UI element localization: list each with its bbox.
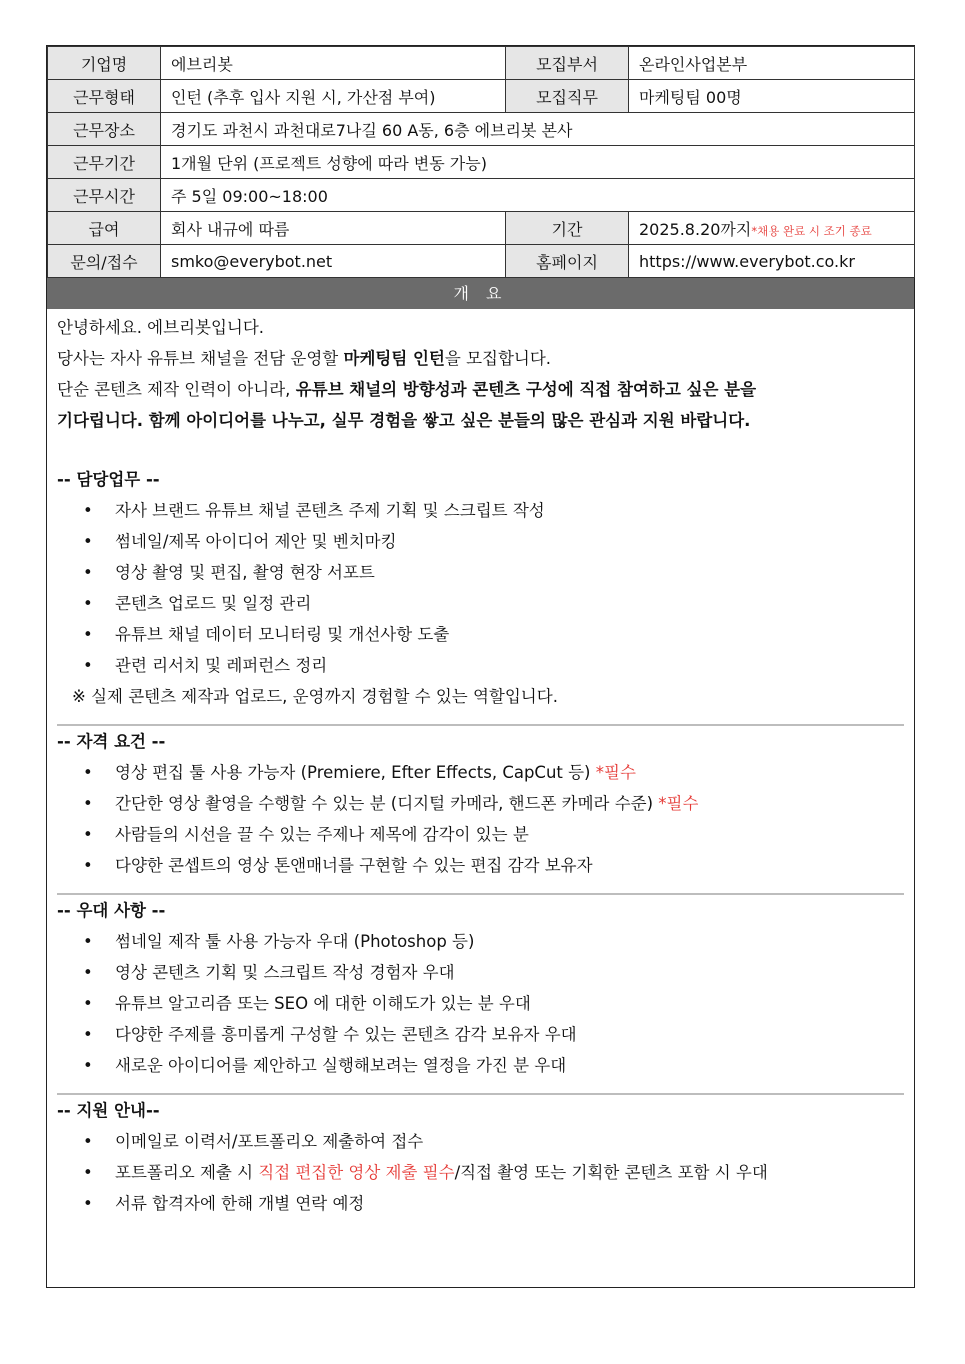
description-text: 단순 콘텐츠 제작 인력이 아니라, — [57, 380, 296, 399]
contact-label: 문의/접수 — [48, 245, 161, 278]
homepage-label: 홈페이지 — [506, 245, 629, 278]
apply-required: 직접 편집한 영상 제출 필수 — [258, 1163, 455, 1182]
required-badge: *필수 — [658, 794, 699, 813]
duties-list — [57, 495, 904, 681]
apply-title: -- 지원 안내-- — [57, 1101, 160, 1120]
salary-value: 회사 내규에 따름 — [161, 212, 506, 245]
required-badge: *필수 — [595, 763, 636, 782]
location-value: 경기도 과천시 과천대로7나길 60 A동, 6층 에브리봇 본사 — [161, 113, 915, 146]
requirement-text: 간단한 영상 촬영을 수행할 수 있는 분 (디지털 카메라, 핸드폰 카메라 수준) — [115, 794, 659, 813]
period-label: 근무기간 — [48, 146, 161, 179]
intro-text: 당사는 자사 유튜브 채널을 전담 운영할 — [57, 349, 344, 368]
list-item: • 썸네일/제목 아이디어 제안 및 벤치마킹 — [57, 526, 904, 557]
requirements-list — [57, 757, 904, 881]
info-table — [47, 46, 915, 278]
preferred-list — [57, 926, 904, 1081]
hours-label: 근무시간 — [48, 179, 161, 212]
list-item — [57, 1157, 904, 1188]
type-label: 근무형태 — [48, 80, 161, 113]
table-row — [48, 47, 915, 80]
list-item: • 다양한 주제를 흥미롭게 구성할 수 있는 콘텐츠 감각 보유자 우대 — [57, 1019, 904, 1050]
type-value: 인턴 (추후 입사 지원 시, 가산점 부여) — [161, 80, 506, 113]
description-line-2: 기다립니다. 함께 아이디어를 나누고, 실무 경험을 쌓고 싶은 분들의 많은 관심과 지원 바랍니다. — [57, 411, 751, 430]
preferred-title: -- 우대 사항 -- — [57, 901, 166, 920]
list-item: • 이메일로 이력서/포트폴리오 제출하여 접수 — [57, 1126, 904, 1157]
homepage-link[interactable]: https://www.everybot.co.kr — [629, 245, 915, 278]
company-value: 에브리봇 — [161, 47, 506, 80]
list-item — [57, 757, 904, 788]
dept-value: 온라인사업본부 — [629, 47, 915, 80]
list-item: • 새로운 아이디어를 제안하고 실행해보려는 열정을 가진 분 우대 — [57, 1050, 904, 1081]
position-value: 마케팅팀 00명 — [629, 80, 915, 113]
intro-paragraph — [57, 343, 904, 374]
position-label: 모집직무 — [506, 80, 629, 113]
list-item: • 서류 합격자에 한해 개별 연락 예정 — [57, 1188, 904, 1219]
list-item: • 썸네일 제작 툴 사용 가능자 우대 (Photoshop 등) — [57, 926, 904, 957]
job-posting-document — [46, 45, 915, 1288]
table-row — [48, 146, 915, 179]
list-item: • 자사 브랜드 유튜브 채널 콘텐츠 주제 기획 및 스크립트 작성 — [57, 495, 904, 526]
list-item: • 사람들의 시선을 끌 수 있는 주제나 제목에 감각이 있는 분 — [57, 819, 904, 850]
table-row — [48, 179, 915, 212]
description-line-1 — [57, 374, 904, 405]
hours-value: 주 5일 09:00~18:00 — [161, 179, 915, 212]
apply-text: 포트폴리오 제출 시 — [115, 1163, 259, 1182]
list-item: • 관련 리서치 및 레퍼런스 정리 — [57, 650, 904, 681]
list-item: • 영상 콘텐츠 기획 및 스크립트 작성 경험자 우대 — [57, 957, 904, 988]
table-row — [48, 212, 915, 245]
location-label: 근무장소 — [48, 113, 161, 146]
list-item: • 콘텐츠 업로드 및 일정 관리 — [57, 588, 904, 619]
apply-list — [57, 1126, 904, 1219]
table-row — [48, 113, 915, 146]
contact-email[interactable]: smko@everybot.net — [161, 245, 506, 278]
salary-label: 급여 — [48, 212, 161, 245]
apply-text-end: /직접 촬영 또는 기획한 콘텐츠 포함 시 우대 — [454, 1163, 768, 1182]
requirements-title: -- 자격 요건 -- — [57, 732, 166, 751]
intro-text-end: 을 모집합니다. — [444, 349, 552, 368]
deadline-value: 2025.8.20까지 — [639, 219, 752, 239]
requirement-text: 영상 편집 툴 사용 가능자 (Premiere, Efter Effects, CapCut 등) — [115, 763, 596, 782]
list-item: • 다양한 콘셉트의 영상 톤앤매너를 구현할 수 있는 편집 감각 보유자 — [57, 850, 904, 881]
table-row — [48, 80, 915, 113]
deadline-note: *채용 완료 시 조기 종료 — [751, 223, 872, 238]
greeting: 안녕하세요. 에브리봇입니다. — [57, 318, 265, 337]
list-item: • 영상 촬영 및 편집, 촬영 현장 서포트 — [57, 557, 904, 588]
list-item — [57, 788, 904, 819]
duties-note: ※ 실제 콘텐츠 제작과 업로드, 운영까지 경험할 수 있는 역할입니다. — [72, 687, 558, 706]
table-row — [48, 245, 915, 278]
dept-label: 모집부서 — [506, 47, 629, 80]
description-highlight: 유튜브 채널의 방향성과 콘텐츠 구성에 직접 참여하고 싶은 분을 — [295, 380, 757, 399]
list-item: • 유튜브 채널 데이터 모니터링 및 개선사항 도출 — [57, 619, 904, 650]
deadline-label: 기간 — [506, 212, 629, 245]
overview-header: 개 요 — [47, 278, 914, 309]
company-label: 기업명 — [48, 47, 161, 80]
duties-title: -- 담당업무 -- — [57, 470, 160, 489]
list-item: • 유튜브 알고리즘 또는 SEO 에 대한 이해도가 있는 분 우대 — [57, 988, 904, 1019]
overview-content — [47, 309, 914, 1219]
period-value: 1개월 단위 (프로젝트 성향에 따라 변동 가능) — [161, 146, 915, 179]
intro-highlight: 마케팅팀 인턴 — [343, 349, 445, 368]
deadline-cell — [629, 212, 915, 245]
